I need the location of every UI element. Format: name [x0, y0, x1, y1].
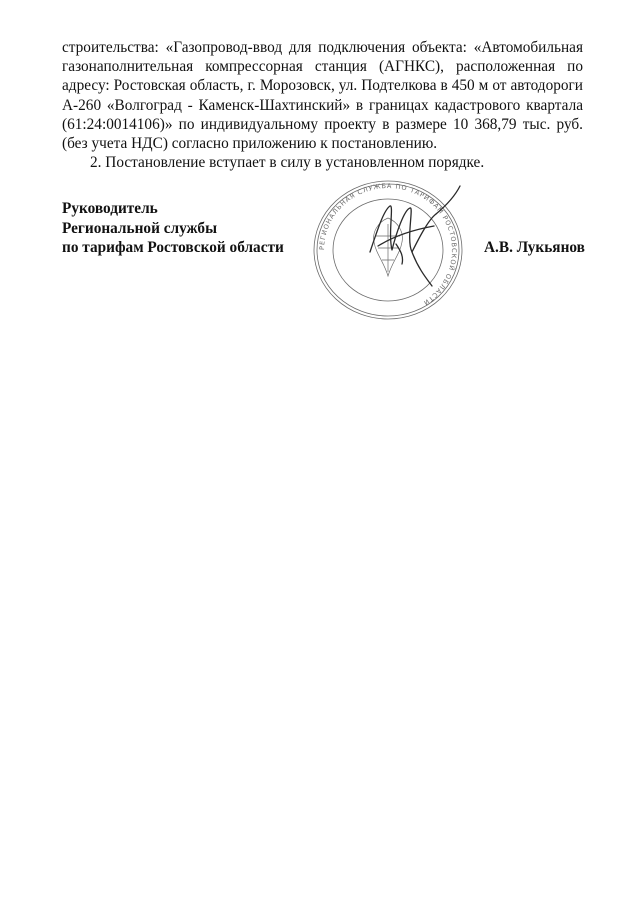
- signatory-name: А.В. Лукьянов: [484, 239, 585, 256]
- paragraph-1: строительства: «Газопровод-ввод для подключения объекта: «Автомобильная газонаполнительная компрессорная станция (АГНКС), расположенная по адресу: Ростовская область, г. Морозовск, ул. Подтелкова в 450 м от автодороги А-260 «Волгоград - Каменск-Шахтинский» в границах кадастрового квартала (61:24:0014106)» по индивидуальному проекту в размере 10 368,79 тыс. руб. (без учета НДС) согласно приложению к постановлению.: [62, 39, 583, 153]
- document-body: [62, 38, 583, 172]
- paragraph-2: 2. Постановление вступает в силу в установленном порядке.: [90, 154, 485, 172]
- signatory-title-line-3: по тарифам Ростовской области: [62, 239, 284, 256]
- official-seal-stamp: [308, 180, 468, 320]
- stamp-ring-text: РЕГИОНАЛЬНАЯ СЛУЖБА ПО ТАРИФАМ РОСТОВСКОЙ ОБЛАСТИ: [317, 181, 459, 308]
- signatory-title-line-1: Руководитель: [62, 200, 158, 217]
- signatory-title-line-2: Региональной службы: [62, 219, 218, 237]
- signatory-title-block: [62, 199, 284, 258]
